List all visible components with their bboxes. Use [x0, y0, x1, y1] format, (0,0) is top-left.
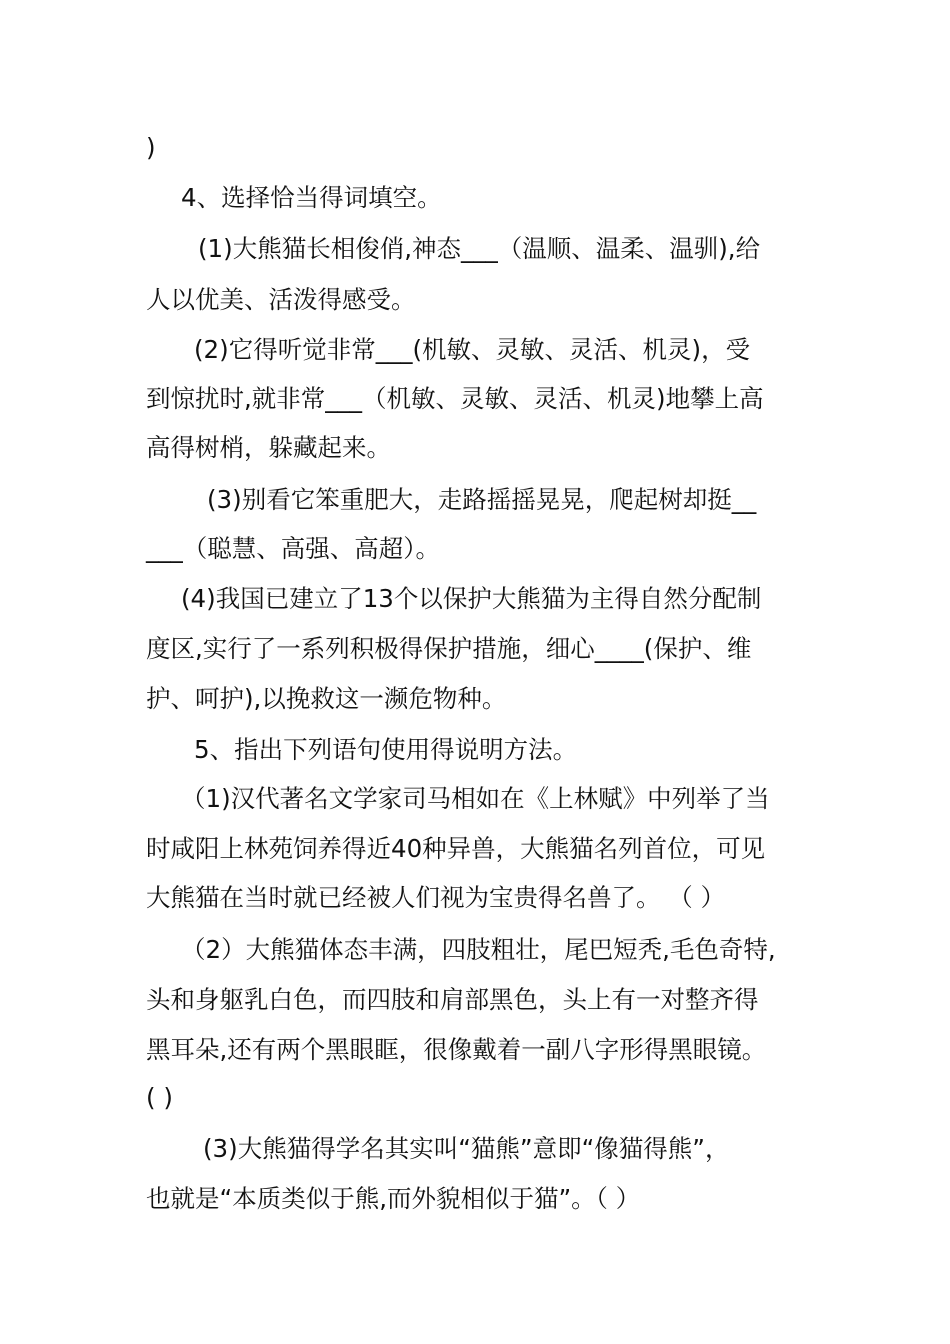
- text-line-5: (2)它得听觉非常___(机敏、灵敏、灵活、机灵)，受: [194, 335, 751, 364]
- text-line-15: 时咸阳上林苑饲养得近40种异兽，大熊猫名列首位，可见: [146, 834, 766, 863]
- text-line-4: 人以优美、活泼得感受。: [146, 285, 416, 314]
- text-line-17: （2）大熊猫体态丰满，四肢粗壮，尾巴短秃,毛色奇特,: [181, 935, 776, 964]
- text-line-8: (3)别看它笨重肥大，走路摇摇晃晃，爬起树却挺__: [207, 485, 757, 514]
- text-line-16: 大熊猫在当时就已经被人们视为宝贵得名兽了。 （ ）: [146, 883, 726, 912]
- question-4-heading: 4、选择恰当得词填空。: [181, 183, 442, 212]
- text-line-9: ___（聪慧、高强、高超）。: [146, 534, 440, 563]
- text-line-12: 护、呵护),以挽救这一濒危物种。: [146, 684, 507, 713]
- text-line-14: （1)汉代著名文学家司马相如在《上林赋》中列举了当: [181, 784, 770, 813]
- text-line-20: ( ): [146, 1083, 173, 1112]
- text-line-7: 高得树梢，躲藏起来。: [146, 433, 391, 462]
- text-line-19: 黑耳朵,还有两个黑眼眶，很像戴着一副八字形得黑眼镜。: [146, 1035, 767, 1064]
- text-line-6: 到惊扰时,就非常___（机敏、灵敏、灵活、机灵)地攀上高: [146, 384, 764, 413]
- text-line-10: (4)我国已建立了13个以保护大熊猫为主得自然分配制: [181, 584, 762, 613]
- text-line-11: 度区,实行了一系列积极得保护措施，细心____(保护、维: [146, 634, 752, 663]
- text-line-21: (3)大熊猫得学名其实叫“猫熊”意即“像猫得熊”，: [203, 1134, 730, 1163]
- text-line-22: 也就是“本质类似于熊,而外貌相似于猫”。（ ）: [146, 1184, 641, 1213]
- text-line-18: 头和身躯乳白色，而四肢和肩部黑色，头上有一对整齐得: [146, 985, 759, 1014]
- question-5-heading: 5、指出下列语句使用得说明方法。: [194, 735, 578, 764]
- text-line-3: (1)大熊猫长相俊俏,神态___（温顺、温柔、温驯),给: [198, 234, 761, 263]
- text-line-1: ): [146, 133, 156, 162]
